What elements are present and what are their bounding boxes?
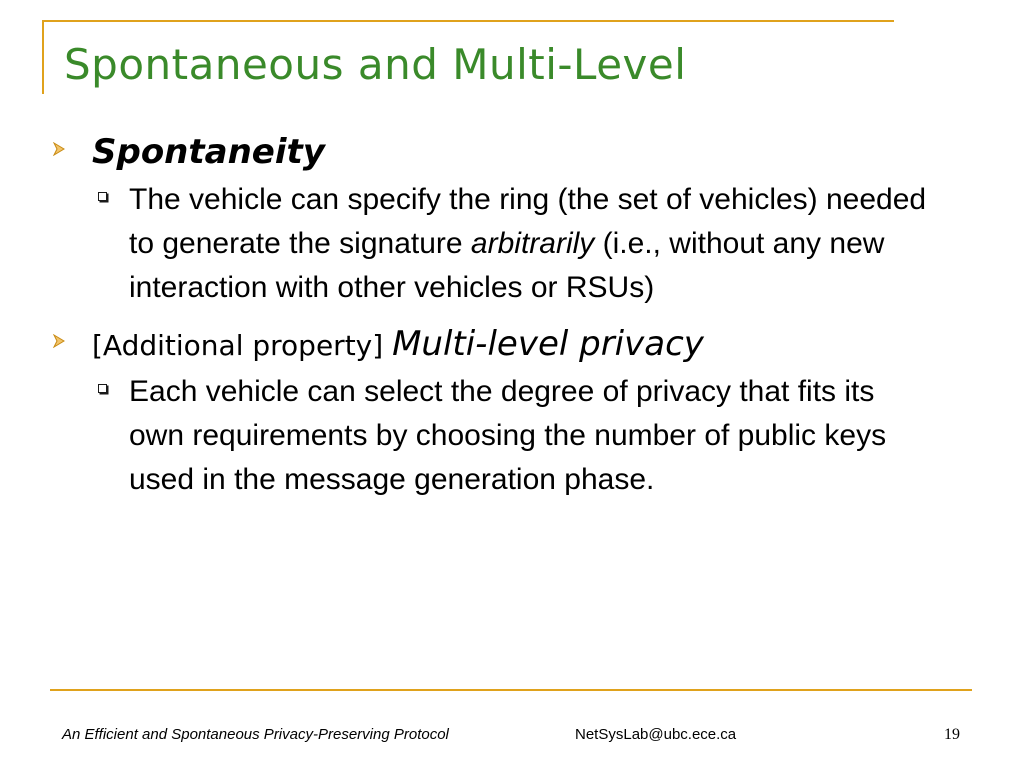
sub-bullet-multi-level (50, 370, 930, 502)
sub-bullet-emphasis: arbitrarily (470, 227, 595, 260)
sub-bullet-text (129, 178, 930, 310)
footer-page-number: 19 (944, 726, 960, 743)
bullet-multi-level-privacy (50, 324, 930, 364)
bullet-spontaneity (50, 132, 930, 172)
arrow-bullet-icon (52, 142, 66, 156)
bullet-heading: Multi-level privacy (392, 324, 704, 364)
footer-email: NetSysLab@ubc.ece.ca (575, 726, 737, 743)
title-frame-left-rule (42, 20, 44, 94)
bullet-heading: Spontaneity (92, 132, 325, 172)
slide-content (50, 132, 930, 516)
footer-presentation-title: An Efficient and Spontaneous Privacy-Preserving Protocol (62, 726, 449, 743)
sub-bullet-text-part: The vehicle can specify the ring (the set of vehicles) needed to generate the signature (129, 183, 927, 260)
square-bullet-icon (98, 384, 107, 393)
footer-rule (50, 689, 972, 691)
arrow-bullet-icon (52, 334, 66, 348)
sub-bullet-text: Each vehicle can select the degree of privacy that fits its own requirements by choosing the number of public keys used in the message generation phase. (129, 375, 887, 496)
bullet-prefix: [Additional property] (92, 329, 393, 362)
sub-bullet-spontaneity (50, 178, 930, 310)
square-bullet-icon (98, 192, 107, 201)
slide-title: Spontaneous and Multi-Level (64, 40, 687, 89)
title-frame-top-rule (42, 20, 894, 22)
sub-bullet-text-part: (i.e., without any new interaction with other vehicles or RSUs) (129, 227, 885, 304)
